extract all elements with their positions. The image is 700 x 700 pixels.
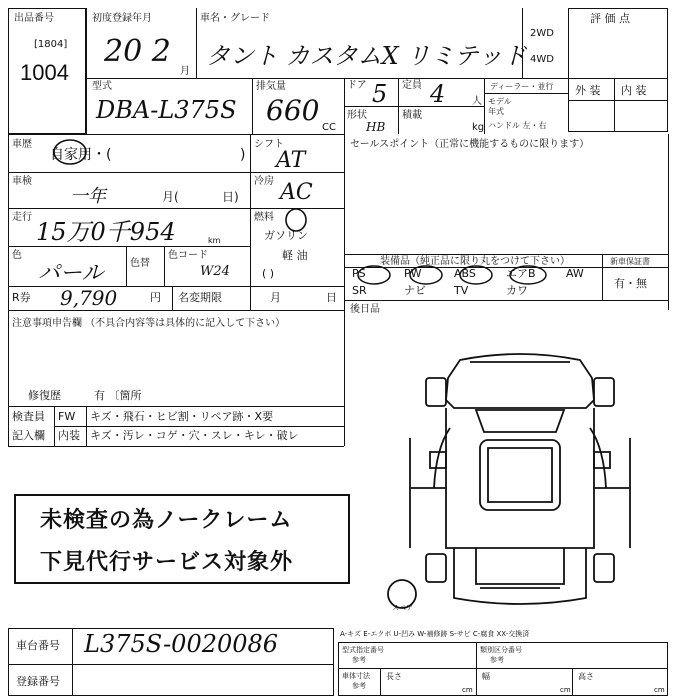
reg-no-label: 登録番号: [16, 675, 60, 688]
model-label: 型式: [92, 81, 112, 92]
aircon-value: AC: [280, 180, 313, 205]
person-unit: 人: [472, 96, 482, 107]
interior-label: 内 装: [621, 84, 647, 97]
dims-label-1: 車体寸法: [342, 672, 370, 680]
shift-value: AT: [276, 148, 306, 173]
fuel-diesel: 軽 油: [282, 249, 308, 262]
equipment-item: ABS: [454, 267, 476, 280]
name-change-month: 月: [270, 291, 281, 304]
exterior-label: 外 装: [575, 84, 601, 97]
first-reg-month-unit: 月: [180, 66, 190, 77]
warranty-label: 新車保証書: [610, 257, 650, 266]
equipment-item: SR: [352, 284, 367, 297]
color-label: 色: [12, 250, 22, 261]
dims-label-2: 参考: [352, 682, 366, 690]
inspection-value: 一年: [70, 186, 106, 207]
name-value: タント カスタムX リミテッド: [206, 42, 527, 70]
fuel-paren: ( ): [262, 267, 275, 280]
lot-label: 出品番号: [14, 13, 54, 24]
width-cm: cm: [560, 686, 571, 694]
checker-label-2: 記入欄: [12, 429, 45, 442]
equipment-label: 装備品（純正品に限り丸をつけて下さい）: [380, 256, 570, 267]
kg-unit: kg: [472, 122, 485, 133]
dealer-label: ディーラー・並行: [490, 82, 554, 91]
recycle-value: 9,790: [60, 286, 118, 310]
equipment-item: PS: [352, 267, 366, 280]
name-label: 車名・グレード: [200, 13, 270, 24]
color-code-label: 色コード: [168, 250, 208, 261]
shape-label: 形状: [347, 110, 367, 121]
load-label: 積載: [402, 110, 422, 121]
door-value: 5: [372, 80, 388, 108]
handle-label: ハンドル 左・右: [488, 121, 547, 130]
km-unit: km: [208, 236, 221, 245]
equipment-item: ナビ: [404, 284, 426, 297]
notes-label: 注意事項申告欄 （不具合内容等は具体的に記入して下さい）: [12, 318, 286, 329]
displacement-label: 排気量: [256, 81, 286, 92]
shift-label: シフト: [254, 139, 284, 150]
first-reg-label: 初度登録年月: [92, 13, 152, 24]
model-year-label-2: 年式: [488, 107, 504, 116]
equipment-item: TV: [454, 284, 469, 297]
equipment-item: エアB: [506, 267, 536, 280]
length-cm: cm: [462, 686, 473, 694]
mileage-value: 15万0千954: [36, 218, 176, 246]
mileage-label: 走行: [12, 212, 32, 223]
aircon-label: 冷房: [254, 176, 274, 187]
height-label: 高さ: [578, 672, 594, 681]
model-ref-label-2: 参考: [352, 656, 366, 664]
equipment-item: AW: [566, 267, 584, 280]
history-label: 車歴: [12, 139, 32, 150]
history-close: ): [240, 147, 246, 163]
name-change-label: 名変期限: [178, 291, 222, 304]
capacity-label: 定員: [402, 80, 422, 91]
color-value: パール: [38, 261, 104, 286]
fw-text: キズ・飛石・ヒビ割・リペア跡・X要: [90, 410, 274, 423]
width-label: 幅: [482, 672, 490, 681]
equipment-item: カワ: [506, 284, 528, 297]
door-label: ドア: [347, 80, 367, 91]
model-year-label-1: モデル: [488, 97, 512, 106]
name-change-day: 日: [326, 291, 337, 304]
inspection-day: 日): [222, 190, 239, 204]
inspection-month: 月(: [162, 190, 179, 204]
color-change-label: 色替: [130, 258, 150, 269]
history-value: 自家用・(: [50, 147, 112, 163]
checker-label-1: 検査員: [12, 410, 45, 423]
car-damage-diagram: [380, 348, 660, 628]
warranty-value: 有・無: [614, 277, 647, 290]
category-ref-label-2: 参考: [490, 656, 504, 664]
chassis-label: 車台番号: [16, 639, 60, 652]
int-text: キズ・汚レ・コゲ・穴・スレ・キレ・破レ: [90, 429, 299, 442]
cc-unit: CC: [322, 122, 336, 133]
recycle-label: R券: [12, 291, 31, 304]
spare-label: スペア: [392, 604, 413, 612]
sales-point-label: セールスポイント（正常に機能するものに限ります）: [350, 139, 590, 150]
shape-value: HB: [366, 120, 386, 134]
capacity-value: 4: [430, 80, 446, 108]
model-ref-label-1: 型式指定番号: [342, 646, 384, 654]
rating-label: 評 価 点: [590, 12, 630, 25]
equipment-item: PW: [404, 267, 422, 280]
damage-legend: A-キズ E-エクボ U-凹み W-補修跡 S-サビ C-腐食 XX-交換済: [340, 630, 530, 638]
lot-code: [1804]: [34, 39, 68, 50]
lot-number: 1004: [20, 60, 69, 85]
length-label: 長さ: [386, 672, 402, 681]
fuel-gasoline: ガソリン: [264, 229, 308, 242]
chassis-value: L375S-0020086: [84, 630, 279, 658]
model-value: DBA-L375S: [96, 96, 237, 124]
notice-line-1: 未検査の為ノークレーム: [40, 508, 293, 533]
fuel-label: 燃料: [254, 212, 274, 223]
rating-box: [568, 8, 668, 132]
drive-2wd: 2WD: [530, 28, 554, 39]
category-ref-label-1: 類別区分番号: [480, 646, 522, 654]
inspection-label: 車検: [12, 176, 32, 187]
height-cm: cm: [654, 686, 665, 694]
recycle-yen: 円: [150, 291, 161, 304]
displacement-value: 660: [266, 94, 320, 127]
equipment-marks: [344, 264, 604, 304]
history-circle: [50, 132, 90, 172]
notice-line-2: 下見代行サービス対象外: [40, 550, 294, 575]
trunk-label: 後日品: [350, 304, 380, 315]
int-label: 内装: [58, 429, 80, 442]
first-reg-value: 20 2: [104, 34, 171, 69]
fw-label: FW: [58, 410, 76, 423]
drive-4wd: 4WD: [530, 54, 554, 65]
repair-label: 修復歴: [28, 389, 61, 402]
color-code-value: W24: [200, 264, 230, 279]
repair-value: 有 〔箇所: [94, 389, 142, 402]
